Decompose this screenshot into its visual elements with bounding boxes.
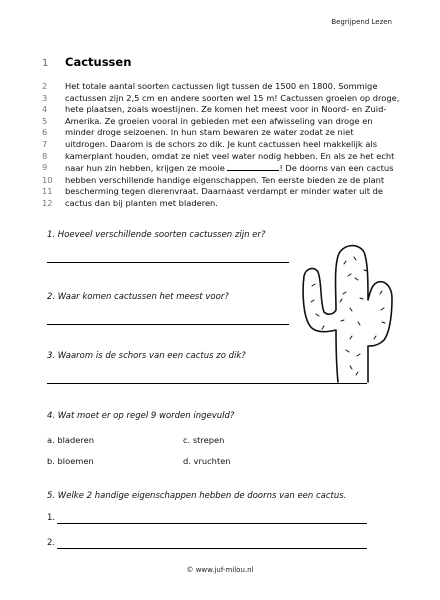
line-text: cactus dan bij planten met bladeren. bbox=[65, 197, 218, 208]
question-5: 5. Welke 2 handige eigenschappen hebben de doorns van een cactus. bbox=[47, 491, 347, 501]
cactus-spines bbox=[311, 257, 385, 375]
line-text-before-blank: naar hun zin hebben, krijgen ze mooie bbox=[65, 163, 228, 174]
header-label: Begrijpend Lezen bbox=[331, 18, 392, 26]
choice-a[interactable]: a. bladeren bbox=[47, 435, 94, 445]
line-number: 7 bbox=[42, 138, 48, 149]
question-1: 1. Hoeveel verschillende soorten cactussen zijn er? bbox=[47, 230, 266, 240]
text-line bbox=[42, 175, 398, 187]
line-text: bescherming tegen dierenvraat. Daarnaast verdampt er minder water uit de bbox=[65, 186, 383, 197]
text-line bbox=[42, 198, 398, 210]
text-line bbox=[42, 93, 398, 105]
question-4: 4. Wat moet er op regel 9 worden ingevuld? bbox=[47, 411, 235, 421]
line-number: 2 bbox=[42, 81, 48, 91]
line-text-after-blank: ! De doorns van een cactus bbox=[279, 163, 394, 174]
line-number: 3 bbox=[42, 92, 48, 103]
text-line bbox=[42, 81, 398, 93]
question-3: 3. Waarom is de schors van een cactus zo dik? bbox=[47, 351, 246, 361]
text-line bbox=[42, 162, 398, 175]
answer-number-1: 1. bbox=[47, 513, 56, 523]
answer-line-5a[interactable] bbox=[57, 523, 367, 524]
line-text: kamerplant houden, omdat ze niet veel water nodig hebben. En als ze het echt bbox=[65, 150, 395, 161]
text-line bbox=[42, 186, 398, 198]
title-row bbox=[42, 55, 131, 69]
choice-b[interactable]: b. bloemen bbox=[47, 456, 94, 466]
text-line bbox=[42, 139, 398, 151]
line-number: 12 bbox=[42, 197, 53, 208]
line-number: 9 bbox=[42, 162, 48, 173]
line-text: uitdrogen. Daarom is de schors zo dik. Je kunt cactussen heel makkelijk als bbox=[65, 138, 378, 149]
line-text: cactussen zijn 2,5 cm en andere soorten wel 15 m! Cactussen groeien op droge, bbox=[65, 92, 400, 103]
line-number: 4 bbox=[42, 104, 48, 115]
answer-line-5b[interactable] bbox=[57, 548, 367, 549]
question-2: 2. Waar komen cactussen het meest voor? bbox=[47, 292, 229, 302]
line-text bbox=[65, 162, 394, 175]
choice-c[interactable]: c. strepen bbox=[183, 435, 225, 445]
line-text: hebben verschillende handige eigenschappen. Ten eerste bieden ze de plant bbox=[65, 174, 385, 185]
reading-text bbox=[42, 81, 398, 210]
cactus-illustration bbox=[298, 242, 406, 384]
line-number: 8 bbox=[42, 150, 48, 161]
fill-in-blank bbox=[227, 162, 279, 171]
line-number: 5 bbox=[42, 115, 48, 126]
line-number: 11 bbox=[42, 186, 53, 197]
line-number: 6 bbox=[42, 127, 48, 138]
line-text: Amerika. Ze groeien vooral in gebieden met een afwisseling van droge en bbox=[65, 115, 373, 126]
answer-line-1[interactable] bbox=[47, 262, 289, 263]
footer-credit: © www.juf-milou.nl bbox=[186, 566, 254, 574]
line-text: Het totale aantal soorten cactussen ligt tussen de 1500 en 1800. Sommige bbox=[65, 81, 378, 91]
text-line bbox=[42, 116, 398, 128]
title-line-number: 1 bbox=[42, 58, 49, 69]
text-line bbox=[42, 151, 398, 163]
page-title: Cactussen bbox=[65, 55, 132, 69]
line-text: hete plaatsen, zoals woestijnen. Ze komen het meest voor in Noord- en Zuid- bbox=[65, 104, 387, 115]
text-line bbox=[42, 127, 398, 139]
answer-number-2: 2. bbox=[47, 538, 56, 548]
line-text: minder droge seizoenen. In hun stam bewaren ze water zodat ze niet bbox=[65, 127, 354, 138]
line-number: 10 bbox=[42, 174, 53, 185]
choice-d[interactable]: d. vruchten bbox=[183, 456, 231, 466]
answer-line-2[interactable] bbox=[47, 324, 289, 325]
text-line bbox=[42, 104, 398, 116]
